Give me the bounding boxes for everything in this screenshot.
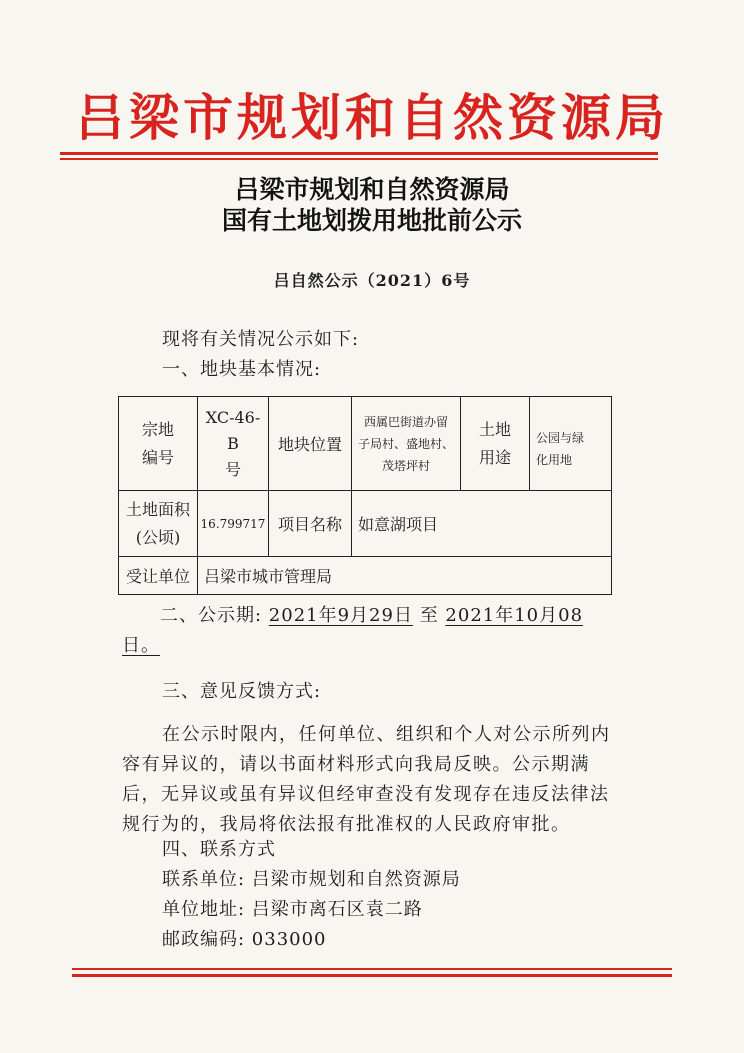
period-end-tail: 日。: [122, 635, 160, 656]
section2-period: [160, 604, 583, 628]
footer-rule-thick: [72, 974, 672, 977]
contact-unit: 联系单位: 吕梁市规划和自然资源局: [162, 869, 461, 890]
intro-text: 现将有关情况公示如下:: [162, 329, 360, 350]
period-end-date: 2021年10月08: [445, 605, 584, 626]
footer-rule-thin: [72, 968, 672, 970]
land-use-value: 公园与绿 化用地: [530, 397, 612, 491]
document-number: 吕自然公示（2021）6号: [273, 271, 471, 290]
section3-heading: 三、意见反馈方式:: [162, 681, 322, 702]
period-start-date: 2021年9月29日: [268, 605, 413, 626]
parcel-number-value: XC-46-B 号: [198, 397, 269, 491]
project-name-label: 项目名称: [269, 491, 352, 557]
location-value: 西属巴街道办留 子局村、盛地村、 茂塔坪村: [352, 397, 461, 491]
project-name-value: 如意湖项目: [352, 491, 612, 557]
table-row: [119, 491, 612, 557]
title-line-1: 吕梁市规划和自然资源局: [234, 175, 510, 204]
contact-postcode: 邮政编码: 033000: [162, 929, 327, 950]
table-row: [119, 397, 612, 491]
period-connector: 至: [412, 605, 446, 626]
parcel-info-table: [118, 396, 612, 595]
section3-body: 在公示时限内，任何单位、组织和个人对公示所列内容有异议的，请以书面材料形式向我局反映。公示期满后，无异议或虽有异议但经审查没有发现存在违反法律法规行为的，我局将依法报有批准权的人民政府审批。: [122, 724, 611, 835]
table-row: [119, 557, 612, 595]
section1-heading: 一、地块基本情况:: [162, 359, 322, 380]
period-prefix: 二、公示期:: [160, 605, 269, 626]
contact-address: 单位地址: 吕梁市离石区袁二路: [162, 899, 423, 920]
area-value: 16.799717: [198, 491, 269, 557]
parcel-number-label: 宗地 编号: [119, 397, 198, 491]
land-use-label: 土地 用途: [461, 397, 530, 491]
transferee-label: 受让单位: [119, 557, 198, 595]
area-label: 土地面积 (公顷): [119, 491, 198, 557]
transferee-value: 吕梁市城市管理局: [198, 557, 612, 595]
section4-heading: 四、联系方式: [162, 839, 276, 860]
letterhead-rule-thin: [60, 158, 658, 160]
document-title: [0, 174, 744, 236]
title-line-2: 国有土地划拨用地批前公示: [221, 206, 522, 235]
letterhead-rule-thick: [60, 152, 658, 155]
agency-letterhead: 吕梁市规划和自然资源局: [75, 88, 669, 147]
location-label: 地块位置: [269, 397, 352, 491]
